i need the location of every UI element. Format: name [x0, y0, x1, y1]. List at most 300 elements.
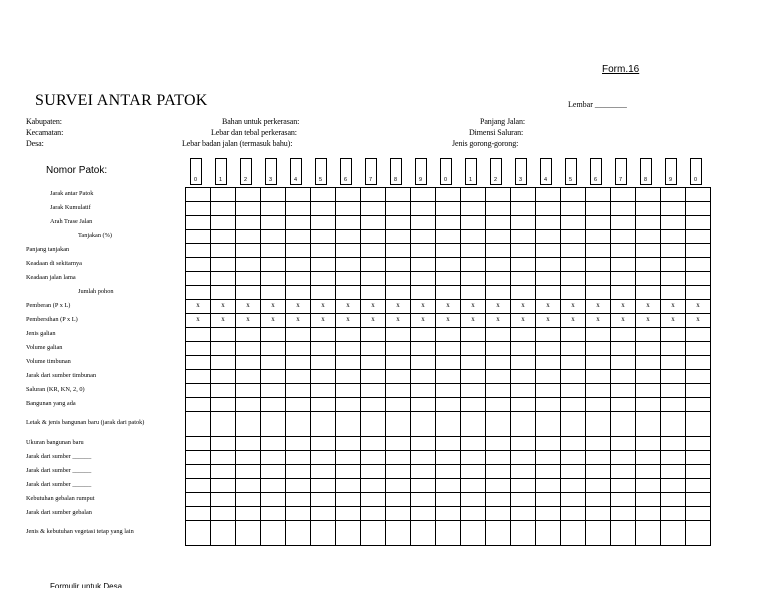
data-cell[interactable]: [536, 411, 561, 436]
data-cell[interactable]: [361, 450, 386, 464]
data-cell[interactable]: [386, 506, 411, 520]
data-cell[interactable]: [511, 187, 536, 201]
data-cell[interactable]: [486, 492, 511, 506]
patok-number-box[interactable]: [265, 158, 277, 185]
data-cell[interactable]: [636, 464, 661, 478]
data-cell[interactable]: [261, 492, 286, 506]
data-cell[interactable]: [561, 257, 586, 271]
data-cell[interactable]: [586, 341, 611, 355]
data-cell[interactable]: [586, 229, 611, 243]
data-cell[interactable]: [661, 520, 686, 545]
data-cell[interactable]: [536, 397, 561, 411]
data-cell[interactable]: [211, 492, 236, 506]
data-cell[interactable]: [361, 285, 386, 299]
data-cell[interactable]: [236, 411, 261, 436]
data-cell[interactable]: [386, 187, 411, 201]
data-cell[interactable]: x: [386, 299, 411, 313]
data-cell[interactable]: [661, 369, 686, 383]
data-cell[interactable]: [586, 506, 611, 520]
data-cell[interactable]: [486, 229, 511, 243]
data-cell[interactable]: [386, 327, 411, 341]
data-cell[interactable]: [386, 285, 411, 299]
data-cell[interactable]: [361, 492, 386, 506]
data-cell[interactable]: x: [411, 299, 436, 313]
patok-number-box[interactable]: [365, 158, 377, 185]
data-cell[interactable]: [461, 492, 486, 506]
data-cell[interactable]: [336, 411, 361, 436]
data-cell[interactable]: [611, 397, 636, 411]
data-cell[interactable]: [636, 492, 661, 506]
data-cell[interactable]: [686, 450, 711, 464]
data-cell[interactable]: [486, 450, 511, 464]
data-cell[interactable]: [361, 520, 386, 545]
data-cell[interactable]: [611, 506, 636, 520]
data-cell[interactable]: [186, 478, 211, 492]
data-cell[interactable]: [661, 478, 686, 492]
data-cell[interactable]: [486, 201, 511, 215]
data-cell[interactable]: [461, 369, 486, 383]
data-cell[interactable]: [286, 327, 311, 341]
data-cell[interactable]: [561, 383, 586, 397]
data-cell[interactable]: [636, 397, 661, 411]
data-cell[interactable]: [461, 478, 486, 492]
data-cell[interactable]: [561, 201, 586, 215]
data-cell[interactable]: [411, 187, 436, 201]
data-cell[interactable]: [561, 285, 586, 299]
data-cell[interactable]: [436, 464, 461, 478]
data-cell[interactable]: [211, 520, 236, 545]
data-cell[interactable]: [511, 285, 536, 299]
data-cell[interactable]: [611, 285, 636, 299]
data-cell[interactable]: [411, 411, 436, 436]
data-cell[interactable]: [461, 285, 486, 299]
data-cell[interactable]: [561, 341, 586, 355]
data-cell[interactable]: [286, 492, 311, 506]
data-cell[interactable]: [286, 520, 311, 545]
data-cell[interactable]: [486, 271, 511, 285]
data-cell[interactable]: [311, 229, 336, 243]
data-cell[interactable]: [486, 285, 511, 299]
data-cell[interactable]: x: [261, 313, 286, 327]
data-cell[interactable]: [586, 257, 611, 271]
data-cell[interactable]: [611, 187, 636, 201]
data-cell[interactable]: [286, 285, 311, 299]
data-cell[interactable]: [611, 257, 636, 271]
data-cell[interactable]: [686, 436, 711, 450]
data-cell[interactable]: [486, 243, 511, 257]
data-cell[interactable]: [211, 187, 236, 201]
data-cell[interactable]: [211, 450, 236, 464]
data-cell[interactable]: [686, 369, 711, 383]
data-cell[interactable]: [636, 229, 661, 243]
data-cell[interactable]: [361, 506, 386, 520]
data-cell[interactable]: [461, 243, 486, 257]
data-cell[interactable]: [336, 285, 361, 299]
data-cell[interactable]: [511, 327, 536, 341]
data-cell[interactable]: [486, 187, 511, 201]
data-cell[interactable]: [336, 187, 361, 201]
data-cell[interactable]: x: [536, 299, 561, 313]
data-cell[interactable]: x: [461, 299, 486, 313]
data-cell[interactable]: [436, 229, 461, 243]
data-cell[interactable]: [286, 243, 311, 257]
data-cell[interactable]: [461, 520, 486, 545]
data-cell[interactable]: [286, 215, 311, 229]
data-cell[interactable]: [486, 436, 511, 450]
data-cell[interactable]: [511, 215, 536, 229]
data-cell[interactable]: [211, 436, 236, 450]
data-cell[interactable]: [686, 243, 711, 257]
data-cell[interactable]: [286, 271, 311, 285]
data-cell[interactable]: [661, 327, 686, 341]
data-cell[interactable]: [336, 369, 361, 383]
data-cell[interactable]: x: [361, 299, 386, 313]
data-cell[interactable]: [386, 450, 411, 464]
data-cell[interactable]: [186, 450, 211, 464]
data-cell[interactable]: [511, 383, 536, 397]
data-cell[interactable]: [511, 464, 536, 478]
data-cell[interactable]: [561, 436, 586, 450]
data-cell[interactable]: [586, 327, 611, 341]
data-cell[interactable]: [311, 464, 336, 478]
patok-number-box[interactable]: [640, 158, 652, 185]
data-cell[interactable]: [261, 369, 286, 383]
data-cell[interactable]: [511, 478, 536, 492]
data-cell[interactable]: [461, 327, 486, 341]
data-cell[interactable]: [611, 520, 636, 545]
data-cell[interactable]: [511, 450, 536, 464]
data-cell[interactable]: [561, 506, 586, 520]
data-cell[interactable]: [686, 271, 711, 285]
data-cell[interactable]: [561, 355, 586, 369]
data-cell[interactable]: [636, 411, 661, 436]
data-cell[interactable]: [361, 397, 386, 411]
data-cell[interactable]: [561, 520, 586, 545]
data-cell[interactable]: x: [211, 313, 236, 327]
data-cell[interactable]: [336, 229, 361, 243]
data-cell[interactable]: [286, 201, 311, 215]
data-cell[interactable]: [511, 520, 536, 545]
data-cell[interactable]: [311, 369, 336, 383]
data-cell[interactable]: [561, 215, 586, 229]
data-cell[interactable]: [186, 215, 211, 229]
data-cell[interactable]: [411, 285, 436, 299]
data-cell[interactable]: [686, 464, 711, 478]
data-cell[interactable]: [661, 215, 686, 229]
data-cell[interactable]: [261, 285, 286, 299]
data-cell[interactable]: [386, 215, 411, 229]
data-cell[interactable]: [611, 464, 636, 478]
data-cell[interactable]: [211, 369, 236, 383]
data-cell[interactable]: [661, 355, 686, 369]
data-cell[interactable]: [336, 520, 361, 545]
patok-number-box[interactable]: [290, 158, 302, 185]
data-cell[interactable]: [611, 383, 636, 397]
patok-number-box[interactable]: [440, 158, 452, 185]
data-cell[interactable]: [636, 369, 661, 383]
data-cell[interactable]: [361, 478, 386, 492]
data-cell[interactable]: [186, 411, 211, 436]
data-cell[interactable]: [411, 271, 436, 285]
data-cell[interactable]: [536, 341, 561, 355]
data-cell[interactable]: [211, 229, 236, 243]
data-cell[interactable]: [236, 450, 261, 464]
data-cell[interactable]: [611, 450, 636, 464]
data-cell[interactable]: [236, 215, 261, 229]
data-cell[interactable]: [611, 271, 636, 285]
data-cell[interactable]: [686, 478, 711, 492]
data-cell[interactable]: [361, 201, 386, 215]
data-cell[interactable]: [336, 464, 361, 478]
data-cell[interactable]: [311, 285, 336, 299]
data-cell[interactable]: [511, 436, 536, 450]
patok-number-box[interactable]: [615, 158, 627, 185]
data-cell[interactable]: x: [436, 299, 461, 313]
data-cell[interactable]: [561, 187, 586, 201]
data-cell[interactable]: [211, 243, 236, 257]
data-cell[interactable]: [636, 285, 661, 299]
data-cell[interactable]: [586, 201, 611, 215]
data-cell[interactable]: [611, 215, 636, 229]
data-cell[interactable]: [311, 327, 336, 341]
data-cell[interactable]: [486, 383, 511, 397]
data-cell[interactable]: x: [636, 299, 661, 313]
data-cell[interactable]: [661, 285, 686, 299]
data-cell[interactable]: [411, 369, 436, 383]
data-cell[interactable]: [436, 383, 461, 397]
data-cell[interactable]: x: [336, 299, 361, 313]
data-cell[interactable]: x: [486, 313, 511, 327]
data-cell[interactable]: [311, 383, 336, 397]
data-cell[interactable]: [536, 215, 561, 229]
data-cell[interactable]: [336, 478, 361, 492]
data-cell[interactable]: [686, 257, 711, 271]
data-cell[interactable]: x: [661, 299, 686, 313]
data-cell[interactable]: [561, 229, 586, 243]
data-cell[interactable]: [361, 271, 386, 285]
data-cell[interactable]: [611, 492, 636, 506]
data-cell[interactable]: [536, 243, 561, 257]
data-cell[interactable]: x: [436, 313, 461, 327]
data-cell[interactable]: [461, 341, 486, 355]
data-cell[interactable]: [461, 397, 486, 411]
data-cell[interactable]: [636, 187, 661, 201]
data-cell[interactable]: [261, 271, 286, 285]
data-cell[interactable]: [336, 492, 361, 506]
data-cell[interactable]: [186, 243, 211, 257]
data-cell[interactable]: [436, 285, 461, 299]
data-cell[interactable]: x: [511, 299, 536, 313]
patok-number-box[interactable]: [215, 158, 227, 185]
data-cell[interactable]: [186, 229, 211, 243]
data-cell[interactable]: [411, 327, 436, 341]
data-cell[interactable]: [186, 201, 211, 215]
data-cell[interactable]: [536, 285, 561, 299]
data-cell[interactable]: [561, 450, 586, 464]
data-cell[interactable]: [361, 215, 386, 229]
data-cell[interactable]: [611, 478, 636, 492]
data-cell[interactable]: [661, 436, 686, 450]
data-cell[interactable]: [661, 243, 686, 257]
data-cell[interactable]: [211, 271, 236, 285]
data-cell[interactable]: [211, 411, 236, 436]
data-cell[interactable]: [686, 285, 711, 299]
data-cell[interactable]: [411, 215, 436, 229]
data-cell[interactable]: [436, 369, 461, 383]
data-cell[interactable]: [286, 436, 311, 450]
data-cell[interactable]: x: [536, 313, 561, 327]
data-cell[interactable]: x: [336, 313, 361, 327]
data-cell[interactable]: x: [211, 299, 236, 313]
data-cell[interactable]: [386, 383, 411, 397]
data-cell[interactable]: [261, 355, 286, 369]
data-cell[interactable]: [436, 341, 461, 355]
data-cell[interactable]: [661, 464, 686, 478]
data-cell[interactable]: [511, 397, 536, 411]
data-cell[interactable]: [336, 397, 361, 411]
data-cell[interactable]: [211, 257, 236, 271]
data-cell[interactable]: [386, 355, 411, 369]
data-cell[interactable]: [586, 285, 611, 299]
data-cell[interactable]: [536, 492, 561, 506]
data-cell[interactable]: [336, 436, 361, 450]
data-cell[interactable]: [361, 341, 386, 355]
data-cell[interactable]: [461, 450, 486, 464]
data-cell[interactable]: [486, 520, 511, 545]
data-cell[interactable]: x: [286, 299, 311, 313]
data-cell[interactable]: [561, 411, 586, 436]
data-cell[interactable]: [386, 492, 411, 506]
data-cell[interactable]: [636, 520, 661, 545]
data-cell[interactable]: [236, 478, 261, 492]
data-cell[interactable]: [311, 355, 336, 369]
data-cell[interactable]: [611, 327, 636, 341]
data-cell[interactable]: [661, 450, 686, 464]
data-cell[interactable]: [261, 243, 286, 257]
data-cell[interactable]: [361, 327, 386, 341]
data-cell[interactable]: [611, 341, 636, 355]
data-cell[interactable]: [386, 271, 411, 285]
data-cell[interactable]: [211, 478, 236, 492]
data-cell[interactable]: [561, 327, 586, 341]
data-cell[interactable]: [236, 464, 261, 478]
data-cell[interactable]: [586, 450, 611, 464]
data-cell[interactable]: [386, 520, 411, 545]
data-cell[interactable]: [536, 478, 561, 492]
data-cell[interactable]: [361, 369, 386, 383]
data-cell[interactable]: [486, 355, 511, 369]
data-cell[interactable]: [211, 215, 236, 229]
data-cell[interactable]: x: [561, 313, 586, 327]
data-cell[interactable]: [436, 271, 461, 285]
data-cell[interactable]: [286, 397, 311, 411]
data-cell[interactable]: [536, 506, 561, 520]
data-cell[interactable]: x: [236, 313, 261, 327]
data-cell[interactable]: [236, 506, 261, 520]
data-cell[interactable]: [436, 436, 461, 450]
patok-number-box[interactable]: [590, 158, 602, 185]
data-cell[interactable]: [236, 383, 261, 397]
data-cell[interactable]: [311, 450, 336, 464]
data-cell[interactable]: [511, 492, 536, 506]
data-cell[interactable]: [636, 215, 661, 229]
data-cell[interactable]: [361, 187, 386, 201]
data-cell[interactable]: [511, 257, 536, 271]
data-cell[interactable]: [636, 355, 661, 369]
data-cell[interactable]: [686, 201, 711, 215]
data-cell[interactable]: [411, 397, 436, 411]
data-cell[interactable]: [636, 201, 661, 215]
data-cell[interactable]: [411, 257, 436, 271]
data-cell[interactable]: [361, 229, 386, 243]
data-cell[interactable]: x: [586, 313, 611, 327]
data-cell[interactable]: [611, 229, 636, 243]
data-cell[interactable]: [236, 285, 261, 299]
data-cell[interactable]: x: [611, 299, 636, 313]
data-cell[interactable]: [686, 327, 711, 341]
data-cell[interactable]: x: [386, 313, 411, 327]
data-cell[interactable]: [261, 436, 286, 450]
data-cell[interactable]: [661, 229, 686, 243]
data-cell[interactable]: [336, 243, 361, 257]
data-cell[interactable]: [536, 383, 561, 397]
data-cell[interactable]: [511, 369, 536, 383]
data-cell[interactable]: [486, 215, 511, 229]
data-cell[interactable]: x: [311, 313, 336, 327]
data-cell[interactable]: [461, 229, 486, 243]
data-cell[interactable]: [336, 327, 361, 341]
patok-number-box[interactable]: [515, 158, 527, 185]
data-cell[interactable]: [686, 229, 711, 243]
data-cell[interactable]: [186, 285, 211, 299]
data-cell[interactable]: [311, 506, 336, 520]
data-cell[interactable]: [661, 506, 686, 520]
data-cell[interactable]: [311, 436, 336, 450]
data-cell[interactable]: [336, 355, 361, 369]
data-cell[interactable]: [411, 201, 436, 215]
data-cell[interactable]: [486, 506, 511, 520]
data-cell[interactable]: [286, 411, 311, 436]
data-cell[interactable]: [311, 478, 336, 492]
data-cell[interactable]: [311, 411, 336, 436]
data-cell[interactable]: [186, 492, 211, 506]
data-cell[interactable]: [586, 271, 611, 285]
data-cell[interactable]: [386, 436, 411, 450]
data-cell[interactable]: x: [686, 299, 711, 313]
data-cell[interactable]: [236, 520, 261, 545]
data-cell[interactable]: [661, 383, 686, 397]
data-cell[interactable]: [186, 327, 211, 341]
data-cell[interactable]: [436, 492, 461, 506]
data-cell[interactable]: [286, 355, 311, 369]
data-cell[interactable]: [411, 520, 436, 545]
data-cell[interactable]: [586, 369, 611, 383]
patok-number-box[interactable]: [340, 158, 352, 185]
data-cell[interactable]: [636, 478, 661, 492]
data-cell[interactable]: [636, 243, 661, 257]
data-cell[interactable]: [311, 215, 336, 229]
data-cell[interactable]: x: [236, 299, 261, 313]
data-cell[interactable]: [686, 492, 711, 506]
data-cell[interactable]: [211, 464, 236, 478]
data-cell[interactable]: [236, 355, 261, 369]
data-cell[interactable]: x: [486, 299, 511, 313]
data-cell[interactable]: [536, 450, 561, 464]
data-cell[interactable]: [511, 411, 536, 436]
data-cell[interactable]: [336, 271, 361, 285]
data-cell[interactable]: [461, 411, 486, 436]
data-cell[interactable]: x: [186, 299, 211, 313]
